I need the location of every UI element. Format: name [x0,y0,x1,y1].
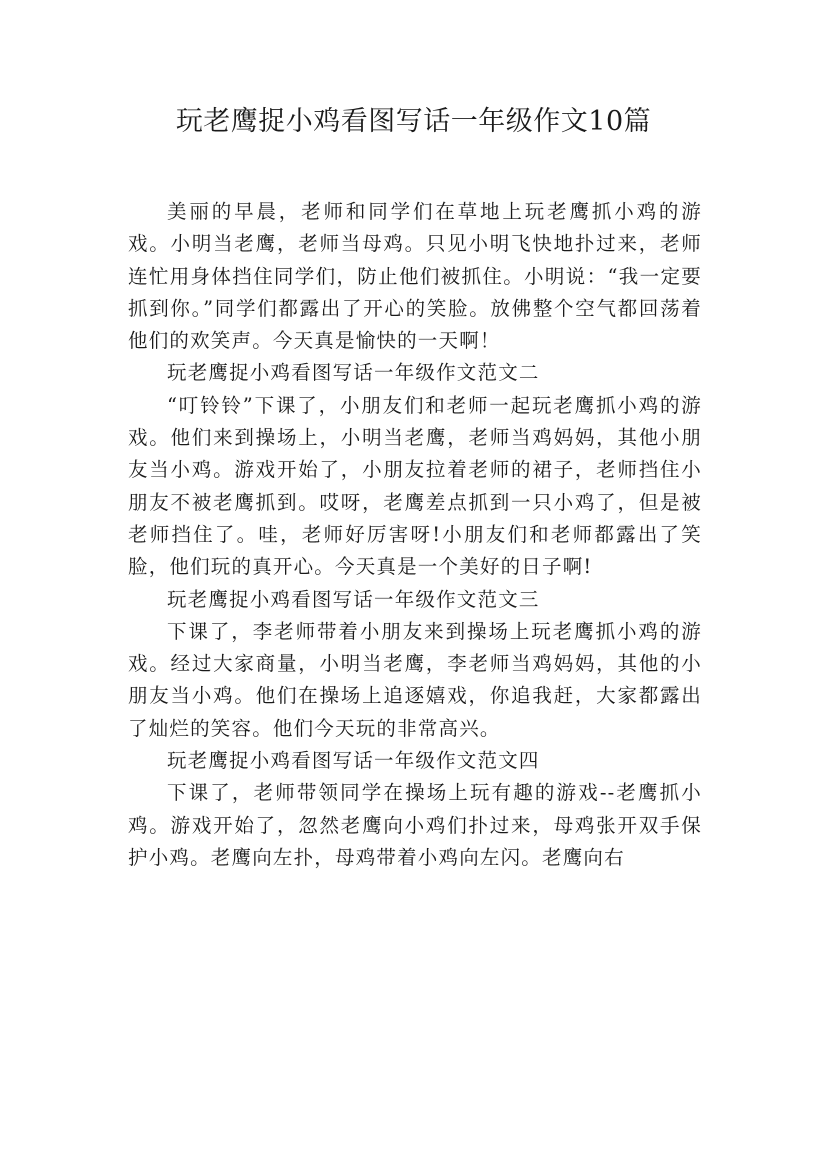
paragraph-4: 下课了，老师带领同学在操场上玩有趣的游戏--老鹰抓小鸡。游戏开始了，忽然老鹰向小鸡们扑过来，母鸡张开双手保护小鸡。老鹰向左扑，母鸡带着小鸡向左闪。老鹰向右 [128,781,702,869]
paragraph-2: “叮铃铃”下课了，小朋友们和老师一起玩老鹰抓小鸡的游戏。他们来到操场上，小明当老鹰，老师当鸡妈妈，其他小朋友当小鸡。游戏开始了，小朋友拉着老师的裙子，老师挡住小朋友不被老鹰抓到。哎呀，老鹰差点抓到一只小鸡了，但是被老师挡住了。哇，老师好厉害呀!小朋友们和老师都露出了笑脸，他们玩的真开心。今天真是一个美好的日子啊! [128,393,702,579]
section-heading-3: 玩老鹰捉小鸡看图写话一年级作文范文三 [167,587,540,611]
document-title: 玩老鹰捉小鸡看图写话一年级作文10篇 [175,106,652,137]
paragraph-3: 下课了，李老师带着小朋友来到操场上玩老鹰抓小鸡的游戏。经过大家商量，小明当老鹰，李老师当鸡妈妈，其他的小朋友当小鸡。他们在操场上追逐嬉戏，你追我赶，大家都露出了灿烂的笑容。他们今天玩的非常高兴。 [128,619,702,740]
document-body [128,196,702,874]
paragraph-1: 美丽的早晨，老师和同学们在草地上玩老鹰抓小鸡的游戏。小明当老鹰，老师当母鸡。只见小明飞快地扑过来，老师连忙用身体挡住同学们，防止他们被抓住。小明说：“我一定要抓到你。”同学们都露出了开心的笑脸。放佛整个空气都回荡着他们的欢笑声。今天真是愉快的一天啊！ [128,200,702,353]
section-heading-4: 玩老鹰捉小鸡看图写话一年级作文范文四 [167,749,540,773]
section-heading-2: 玩老鹰捉小鸡看图写话一年级作文范文二 [167,361,540,385]
